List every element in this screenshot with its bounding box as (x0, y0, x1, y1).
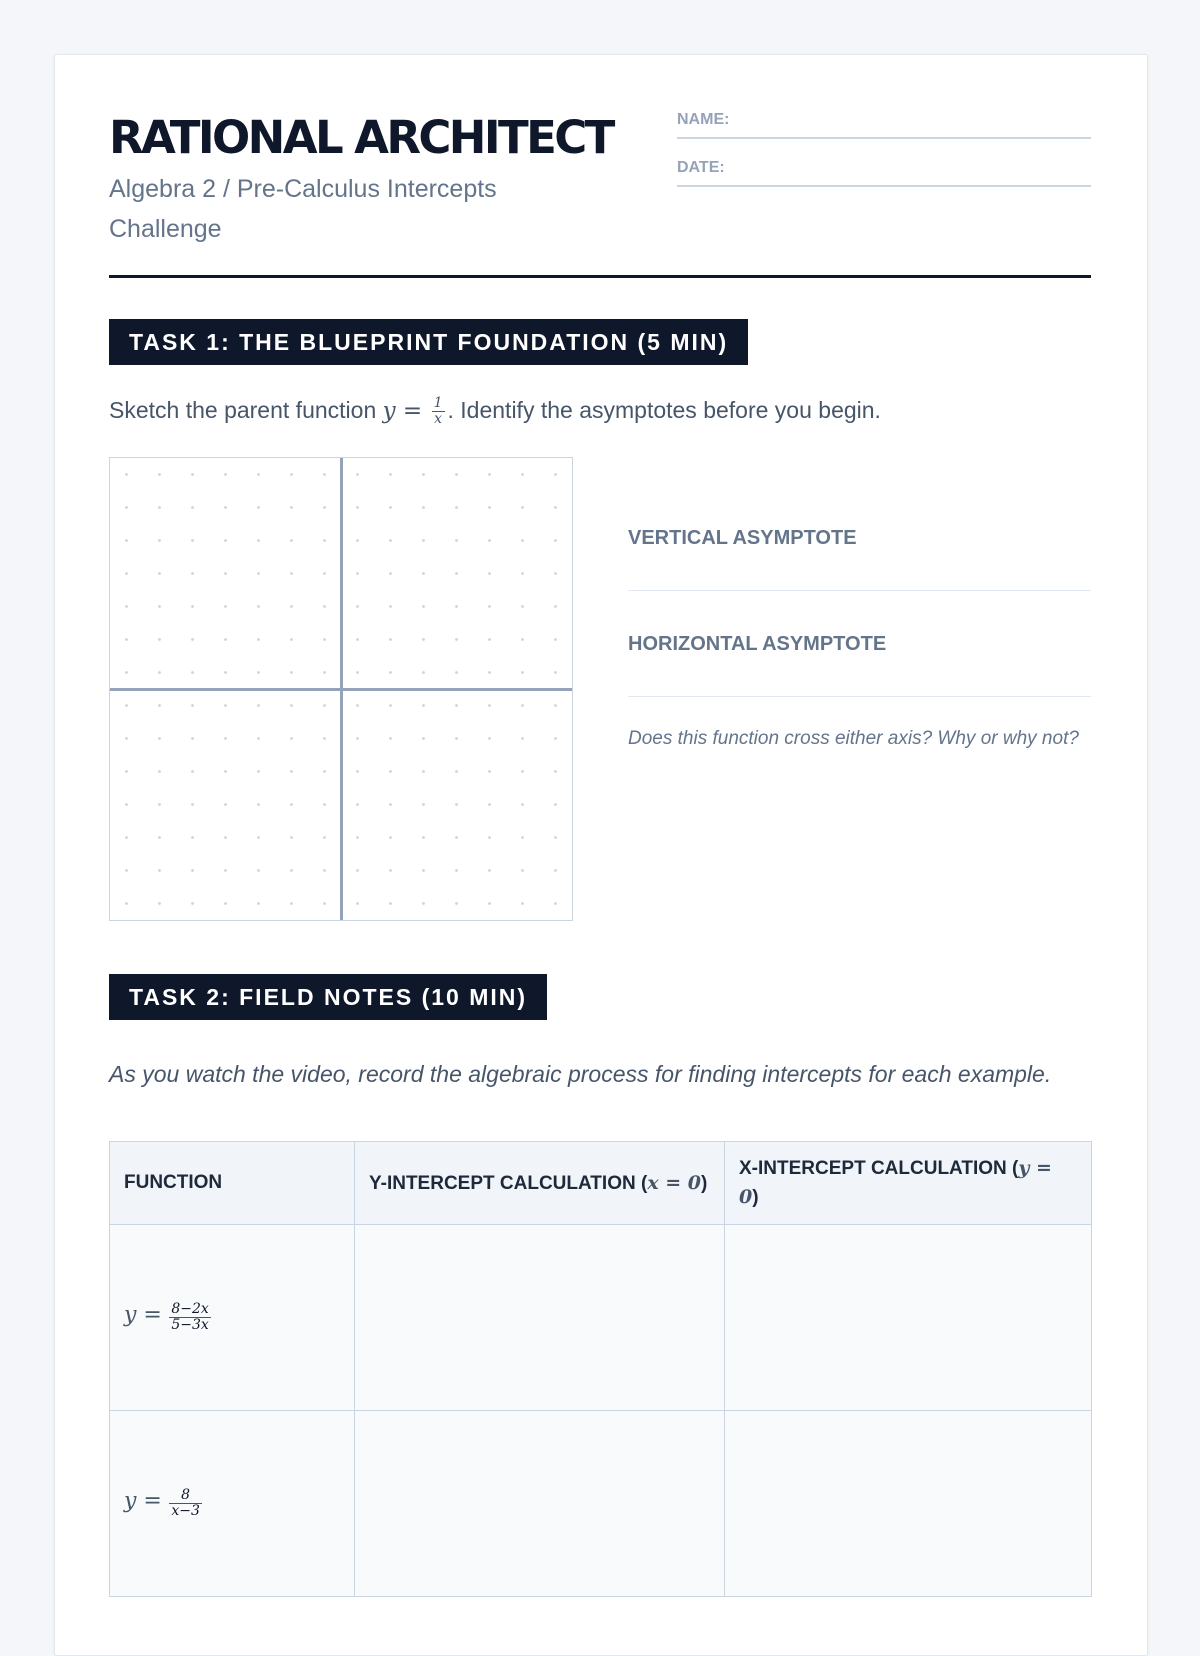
date-field[interactable] (677, 155, 1091, 187)
function-cell (110, 1225, 355, 1411)
vertical-asymptote-label: VERTICAL ASYMPTOTE (628, 527, 857, 549)
fraction-denominator: x (434, 411, 442, 428)
fraction-numerator: 8 (169, 1488, 202, 1504)
axis-crossing-question: Does this function cross either axis? Why or why not? (628, 728, 1079, 749)
page-subtitle: Algebra 2 / Pre-Calculus Intercepts Challenge (109, 175, 497, 243)
y-intercept-work-cell[interactable] (355, 1225, 725, 1411)
y-intercept-header-suffix: ) (701, 1172, 708, 1194)
field-notes-table (109, 1141, 1092, 1597)
task1-prompt (109, 390, 881, 431)
header-divider (109, 275, 1091, 278)
fraction-numerator: 1 (433, 395, 443, 412)
sketch-grid[interactable] (109, 457, 573, 921)
y-intercept-work-cell[interactable] (355, 1411, 725, 1597)
column-header-x-intercept (725, 1142, 1092, 1225)
task2-instructions: As you watch the video, record the algebraic process for finding intercepts for each example. (109, 1061, 1052, 1087)
x-intercept-header-text: X-INTERCEPT CALCULATION ( (739, 1158, 1019, 1179)
task2-banner: TASK 2: FIELD NOTES (10 MIN) (109, 974, 547, 1020)
column-header-function-label: FUNCTION (124, 1172, 223, 1193)
function-fraction (169, 1302, 210, 1333)
x-intercept-header-math: y = 0 (739, 1157, 1052, 1208)
page-title: RATIONAL ARCHITECT (109, 111, 613, 164)
x-intercept-work-cell[interactable] (725, 1225, 1092, 1411)
task1-banner: TASK 1: THE BLUEPRINT FOUNDATION (5 MIN) (109, 319, 748, 365)
function-cell (110, 1411, 355, 1597)
fraction-denominator: 5−3x (171, 1317, 209, 1333)
horizontal-asymptote-label: HORIZONTAL ASYMPTOTE (628, 633, 887, 655)
fraction-numerator: 8−2x (171, 1301, 209, 1317)
function-fraction (169, 1488, 202, 1519)
asymptote-answers (628, 485, 1091, 752)
task1-prompt-text-end: . Identify the asymptotes before you begin. (447, 397, 881, 423)
task1-prompt-math: y = (382, 398, 423, 424)
function-lhs: y = (124, 1302, 162, 1328)
name-field[interactable] (677, 107, 1091, 139)
table-header-row (110, 1142, 1092, 1225)
fraction-denominator: x−3 (171, 1503, 200, 1519)
table-row (110, 1411, 1092, 1597)
horizontal-asymptote-field[interactable] (628, 591, 1091, 697)
column-header-y-intercept (355, 1142, 725, 1225)
worksheet-page (54, 54, 1148, 1656)
task1-prompt-fraction (432, 396, 445, 427)
date-label: DATE: (677, 159, 725, 176)
x-axis-line (110, 688, 572, 691)
student-info-fields (677, 107, 1091, 203)
vertical-asymptote-field[interactable] (628, 485, 1091, 591)
table-row (110, 1225, 1092, 1411)
task1-prompt-text: Sketch the parent function (109, 397, 377, 423)
name-label: NAME: (677, 111, 730, 128)
x-intercept-work-cell[interactable] (725, 1411, 1092, 1597)
y-intercept-header-text: Y-INTERCEPT CALCULATION ( (369, 1172, 648, 1194)
function-lhs: y = (124, 1488, 162, 1514)
x-intercept-header-suffix: ) (752, 1187, 759, 1208)
y-intercept-header-math: x = 0 (647, 1171, 702, 1194)
column-header-function (110, 1142, 355, 1225)
